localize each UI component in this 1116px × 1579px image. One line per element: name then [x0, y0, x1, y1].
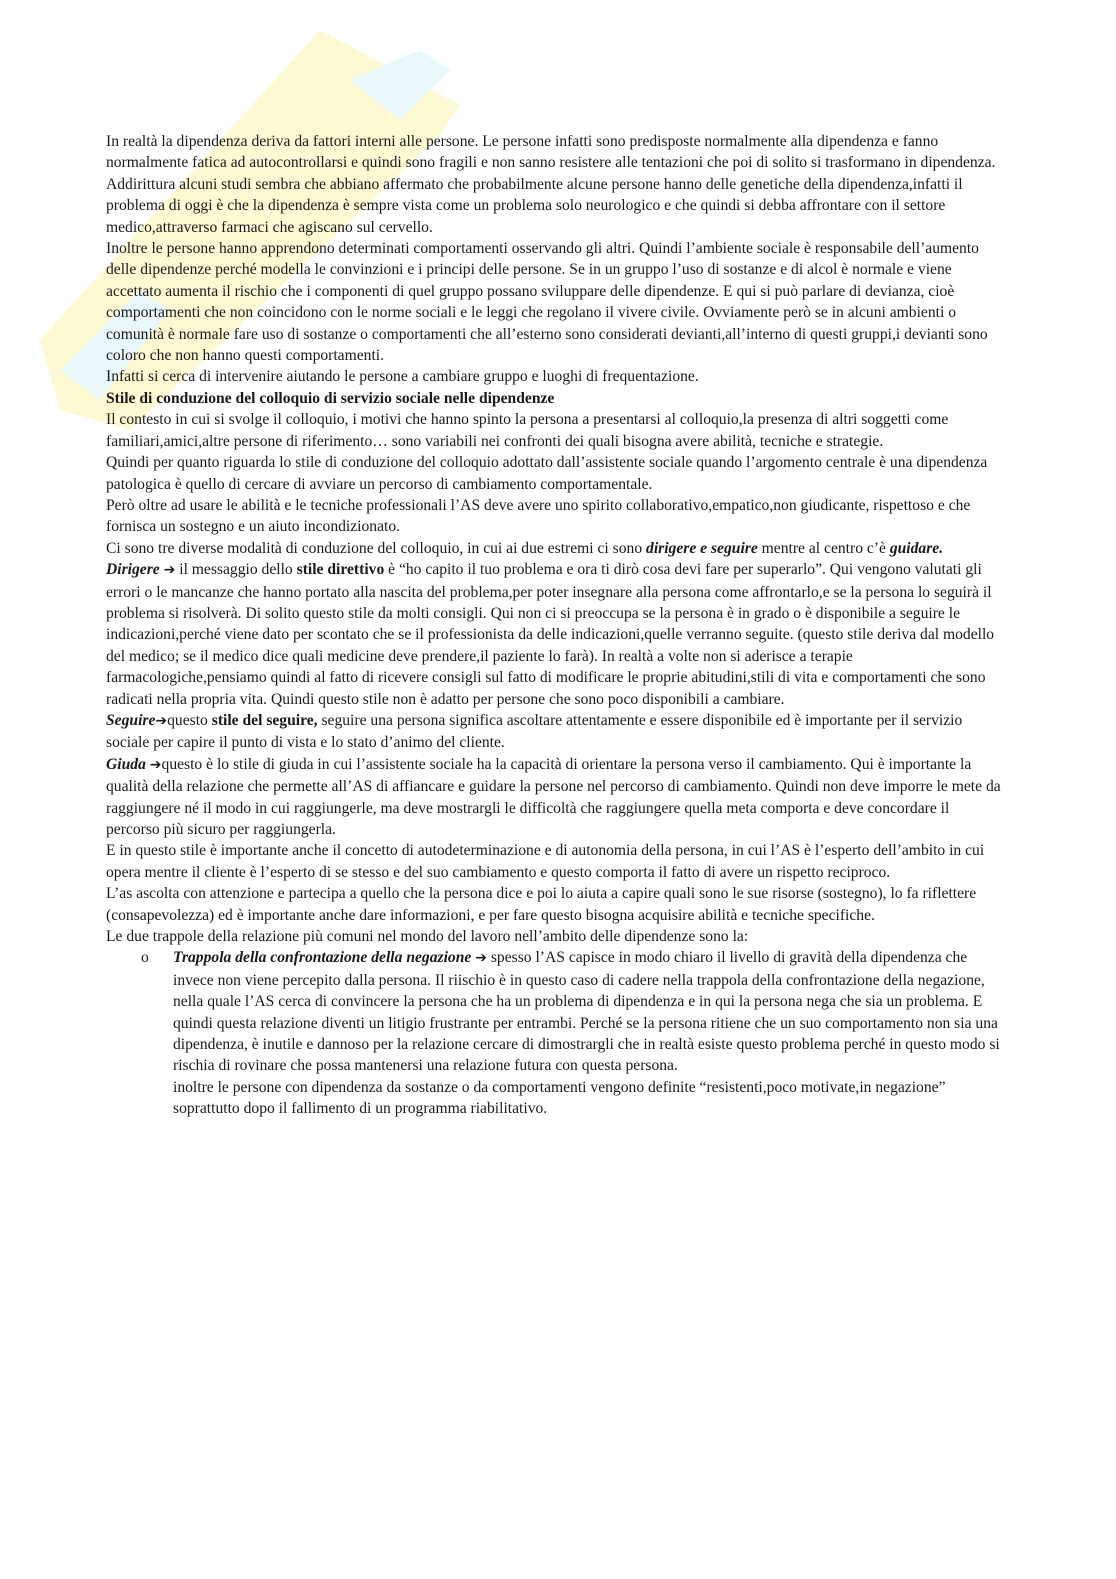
trap-text: spesso l’AS capisce in modo chiaro il livello di gravità della dipendenza che invece non viene percepito dalla persona. Il riischio è in questo caso di cadere nella trappola della confrontazione della negazione, nella quale l’AS cerca di convincere la persona che ha un problema di dipendenza e in qui la persona nega che sia un problema. E quindi questa relazione diventi un litigio frustrante per entrambi. Perché se la persona ritiene che un suo comportamento non sia una dipendenza, è inutile e dannoso per la relazione cercare di dimostrargli che in realtà esiste questo problema perché in questo modo si rischia di rovinare che possa mantenersi una relazione futura con questa persona.	[173, 949, 1000, 1075]
seguire-text: seguire una persona significa ascoltare attentamente e essere disponibile ed è importante per il servizio sociale per capire il punto di vista e lo stato d’animo del cliente.	[106, 711, 963, 752]
dirigere-pre: il messaggio dello	[175, 561, 297, 579]
seguire-style: stile del seguire,	[211, 711, 318, 729]
arrow-icon: ➔	[149, 756, 162, 773]
paragraph: Infatti si cerca di intervenire aiutando le persone a cambiare gruppo e luoghi di frequentazione.	[106, 368, 699, 386]
paragraph: In realtà la dipendenza deriva da fattori interni alle persone. Le persone infatti sono predisposte normalmente alla dipendenza e fanno normalmente fatica ad autocontrollarsi e quindi sono fragili e non sanno resistere alle tentazioni che poi di solito si trasformano in dipendenza.	[106, 133, 996, 172]
modalities-center: guidare.	[889, 539, 944, 557]
list-item	[141, 947, 1006, 1119]
paragraph: E in questo stile è importante anche il concetto di autodeterminazione e di autonomia della persona, in cui l’AS è l’esperto dell’ambito in cui opera mentre il cliente è l’esperto di se stesso e del suo cambiamento e questo comporta il fatto di avere un rispetto reciproco.	[106, 842, 985, 881]
trap-term: Trappola della confrontazione della negazione	[173, 949, 472, 967]
arrow-icon: ➔	[155, 712, 168, 729]
seguire-term: Seguire	[106, 711, 156, 729]
giuda-term: Giuda	[106, 755, 146, 773]
modalities-middle: mentre al centro c’è	[757, 539, 890, 557]
paragraph: L’as ascolta con attenzione e partecipa a quello che la persona dice e poi lo aiuta a capire quali sono le sue risorse (sostegno), lo fa riflettere (consapevolezza) ed è importante anche dare informazioni, e per fare questo bisogna acquisire abilità e tecniche specifiche.	[106, 885, 977, 924]
seguire-pre: questo	[167, 711, 212, 729]
paragraph: Quindi per quanto riguarda lo stile di conduzione del colloquio adottato dall’assistente sociale quando l’argomento centrale è una dipendenza patologica è quello di cercare di avviare un percorso di cambiamento comportamentale.	[106, 454, 988, 493]
paragraph: Però oltre ad usare le abilità e le tecniche professionali l’AS deve avere uno spirito collaborativo,empatico,non giudicante, rispettoso e che fornisca un sostegno e un aiuto incondizionato.	[106, 496, 971, 536]
dirigere-paragraph	[106, 559, 1006, 710]
paragraph: Addirittura alcuni studi sembra che abbiano affermato che probabilmente alcune persone hanno delle genetiche della dipendenza,infatti il problema di oggi è che la dipendenza è sempre vista come un problema solo neurologico e che quindi si debba affrontare con il settore medico,attraverso farmaci che agiscano sul cervello.	[106, 175, 963, 236]
modalities-prefix: Ci sono tre diverse modalità di conduzione del colloquio, in cui ai due estremi ci sono	[106, 539, 647, 557]
modalities-paragraph	[106, 538, 1006, 559]
document-body	[106, 131, 1006, 1120]
paragraph: Le due trappole della relazione più comuni nel mondo del lavoro nell’ambito delle dipendenze sono la:	[106, 928, 749, 946]
giuda-text: questo è lo stile di giuda in cui l’assistente sociale ha la capacità di orientare la persona verso il cambiamento. Qui è importante la qualità della relazione che permette all’AS di affiancare e guidare la persone nel percorso di cambiamento. Quindi non deve imporre le mete da raggiungere né il modo in cui raggiungerle, ma deve mostrargli le difficoltà che raggiungere quella meta comporta e deve concordare il percorso più sicuro per raggiungerla.	[106, 755, 1001, 838]
giuda-paragraph	[106, 754, 1006, 841]
bullet-icon: o	[141, 949, 149, 967]
arrow-icon: ➔	[475, 950, 487, 967]
dirigere-style: stile direttivo	[296, 561, 385, 579]
trap-continuation: inoltre le persone con dipendenza da sostanze o da comportamenti vengono definite “resistenti,poco motivate,in negazione” soprattutto dopo il fallimento di un programma riabilitativo.	[173, 1078, 946, 1118]
modalities-extremes: dirigere e seguire	[646, 539, 758, 557]
trap-list	[106, 947, 1006, 1119]
section-heading: Stile di conduzione del colloquio di servizio sociale nelle dipendenze	[106, 389, 555, 407]
arrow-icon: ➔	[163, 562, 176, 579]
paragraph: Inoltre le persone hanno apprendono determinati comportamenti osservando gli altri. Quindi l’ambiente sociale è responsabile dell’aumento delle dipendenze perché modella le convinzioni e i principi delle persone. Se in un gruppo l’uso di sostanze e di alcol è normale e viene accettato aumenta il rischio che i componenti di quel gruppo possano sviluppare delle dipendenze. E qui si può parlare di devianza, cioè comportamenti che non coincidono con le norme sociali e le leggi che regolano il vivere civile. Ovviamente però se in alcuni ambienti o comunità è normale fare uso di sostanze o comportamenti che all’esterno sono considerati devianti,all’interno di questi gruppi,i devianti sono coloro che non hanno questi comportamenti.	[106, 240, 988, 365]
dirigere-text: è “ho capito il tuo problema e ora ti dirò cosa devi fare per superarlo”. Qui vengono valutati gli errori o le mancanze che hanno portato alla nascita del problema,per poter insegnare alla persona come affrontarlo,e se la persona lo seguirà il problema si risolverà. Di solito questo stile da molti consigli. Qui non ci si preoccupa se la persona è in grado o è disponibile a seguire le indicazioni,perché viene dato per scontato che se il professionista da delle indicazioni,quelle verranno seguite. (questo stile deriva dal modello del medico; se il medico dice quali medicine deve prendere,il paziente lo farà). In realtà a volte non si aderisce a terapie farmacologiche,pensiamo quindi al fatto di ricevere consigli sul fatto di modificare le proprie abitudini,stili di vita e comportamenti che sono radicati nella propria vita. Quindi questo stile non è adatto per persone che sono poco disponibili a cambiare.	[106, 561, 995, 708]
trap-paragraph	[173, 947, 1006, 1076]
paragraph: Il contesto in cui si svolge il colloquio, i motivi che hanno spinto la persona a presentarsi al colloquio,la presenza di altri soggetti come familiari,amici,altre persone di riferimento… sono variabili nei confronti dei quali bisogna avere abilità, tecniche e strategie.	[106, 411, 949, 450]
dirigere-term: Dirigere	[106, 561, 160, 579]
seguire-paragraph	[106, 710, 1006, 754]
